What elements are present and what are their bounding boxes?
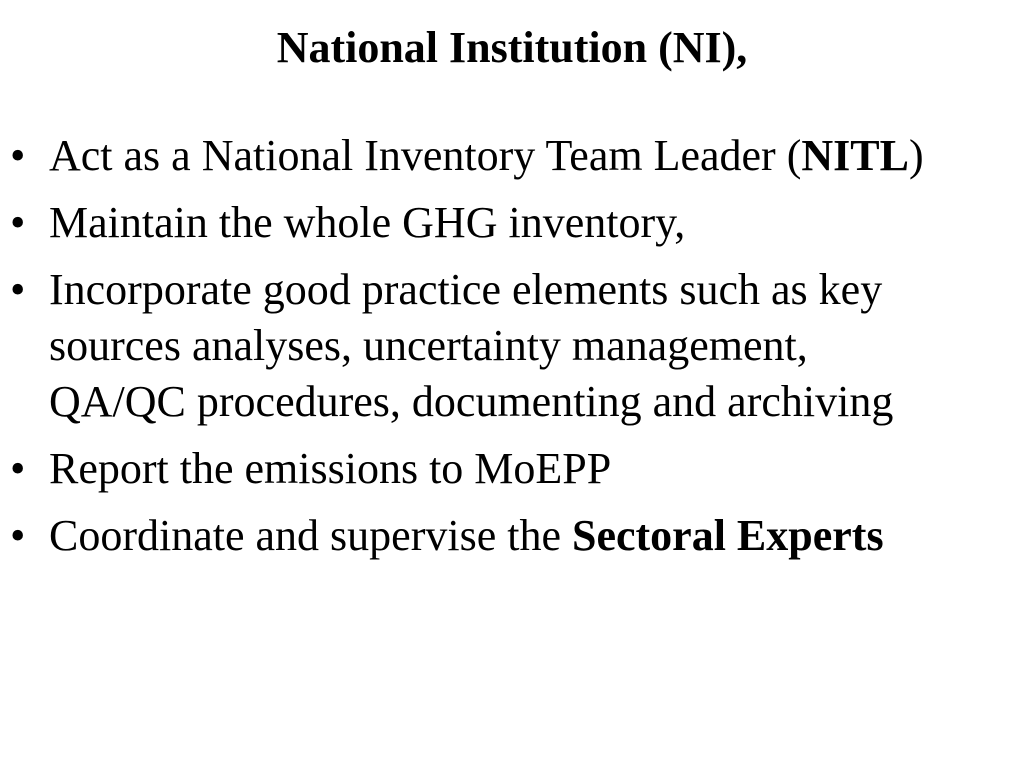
bullet-marker: •: [10, 265, 26, 314]
bullet-item-incorporate: [0, 262, 949, 430]
bullet-item-maintain: [0, 195, 949, 251]
bullet-text-end: ): [908, 131, 924, 180]
bullet-text: Act as a National Inventory Team Leader (: [49, 131, 802, 180]
bullet-item-coordinate: [0, 508, 949, 564]
bullet-list: [0, 128, 1000, 575]
bullet-marker: •: [10, 511, 26, 560]
bullet-text: Report the emissions to MoEPP: [49, 444, 612, 493]
bullet-text: Maintain the whole GHG inventory,: [49, 198, 686, 247]
bullet-marker: •: [10, 444, 26, 493]
bullet-bold-text: Sectoral Experts: [571, 511, 884, 560]
bullet-item-nitl: [0, 128, 949, 184]
bullet-marker: •: [10, 198, 26, 247]
slide-title: National Institution (NI),: [276, 23, 748, 72]
bullet-text: Incorporate good practice elements such as key sources analyses, uncertainty management, QA/QC procedures, documenting and archiving: [49, 265, 894, 426]
bullet-item-report: [0, 441, 949, 497]
bullet-marker: •: [10, 131, 26, 180]
bullet-bold-text: NITL: [801, 131, 909, 180]
bullet-text: Coordinate and supervise the: [49, 511, 572, 560]
